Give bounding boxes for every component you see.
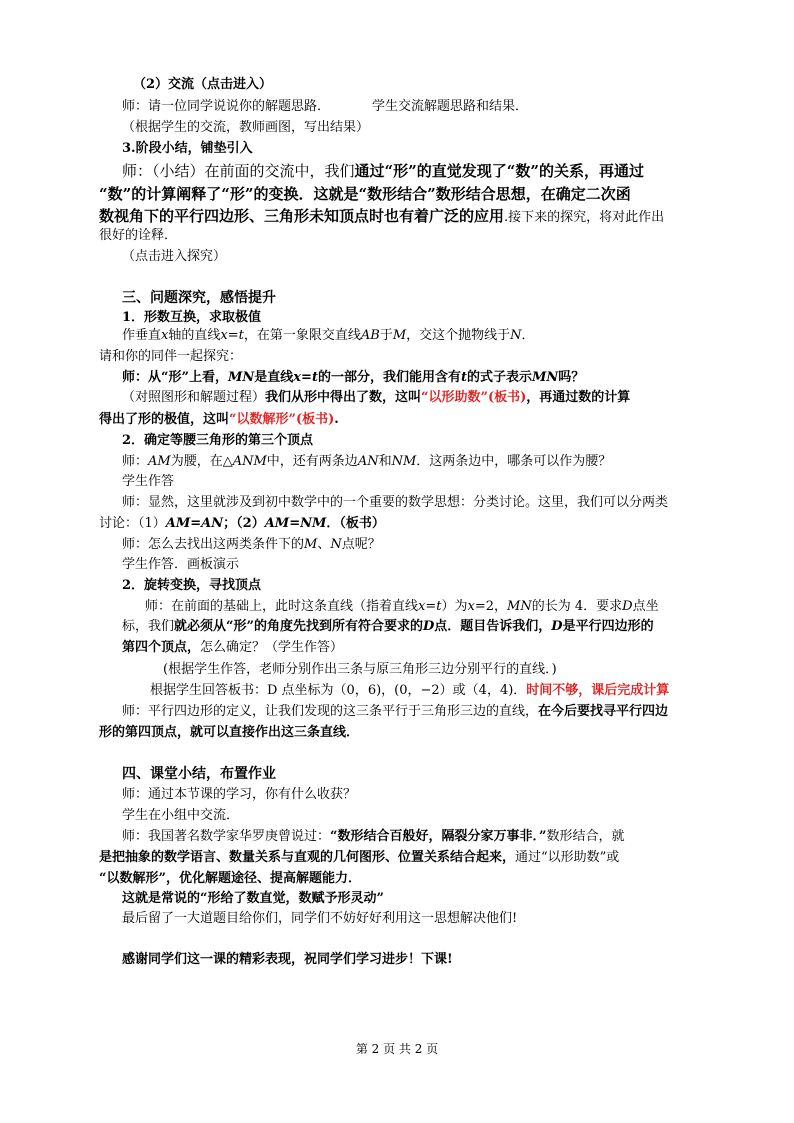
paragraph-line: （对照图形和解题过程）我们从形中得出了数，这叫“以形助数”(板书)，再通过数的计算 — [122, 390, 631, 405]
paragraph-line: 师：从“形”上看，MN是直线x=t的一部分，我们能用含有t的式子表示MN吗？ — [122, 370, 585, 385]
paragraph-line: 标，我们就必须从“形”的角度先找到所有符合要求的D点．题目告诉我们，D是平行四边形的 — [122, 619, 654, 634]
subsection-heading: 2．旋转变换，寻找顶点 — [122, 578, 262, 593]
paragraph-line: 学生交流解题思路和结果． — [372, 99, 529, 114]
subsection-exchange: （2）交流（点击进入） — [133, 77, 273, 92]
subsection-heading: 2．确定等腰三角形的第三个顶点 — [122, 433, 314, 448]
paragraph-line: 学生作答．画板演示 — [122, 557, 240, 572]
paragraph-line: （根据学生的交流，教师画图，写出结果） — [122, 120, 370, 135]
section-heading-3: 三、问题深究，感悟提升 — [122, 290, 276, 306]
paragraph-line: 师：请一位同学说说你的解题思路． — [122, 99, 331, 114]
subsection-heading: 1．形数互换，求取极值 — [122, 310, 262, 325]
paragraph-line: 第四个顶点，怎么确定？（学生作答） — [122, 640, 344, 655]
paragraph-line: 师：显然，这里就涉及到初中数学中的一个重要的数学思想：分类讨论。这里，我们可以分两类 — [122, 495, 669, 510]
paragraph-line: 数视角下的平行四边形、三角形未知顶点时也有着广泛的应用.接下来的探究，将对此作出 — [99, 207, 665, 225]
section-heading-4: 四、课堂小结，布置作业 — [122, 766, 276, 782]
paragraph-line: 师：我国著名数学家华罗庚曾说过：“数形结合百般好，隔裂分家万事非．”数形结合，就 — [122, 829, 625, 844]
paragraph-line: (根据学生作答，老师分别作出三条与原三角形三边分别平行的直线．) — [163, 662, 557, 677]
paragraph-line: 师：（小结）在前面的交流中，我们通过“形”的直觉发现了“数”的关系，再通过 — [122, 162, 645, 180]
paragraph-line: “以数解形”，优化解题途径、提高解题能力． — [99, 871, 361, 886]
paragraph-line: 学生作答 — [122, 474, 175, 489]
paragraph-line: 最后留了一大道题目给你们，同学们不妨好好利用这一思想解决他们! — [122, 911, 518, 926]
paragraph-line: 学生在小组中交流． — [122, 808, 240, 823]
paragraph-line: 讨论：（1）AM=AN；（2）AM=NM．（板书） — [99, 516, 385, 531]
paragraph-line: 这就是常说的“形给了数直觉，数赋予形灵动” — [122, 891, 384, 906]
paragraph-line: 得出了形的极值，这叫“以数解形”(板书). — [99, 412, 339, 427]
page-footer: 第 2 页 共 2 页 — [355, 1042, 439, 1056]
paragraph-line: 师：通过本节课的学习，你有什么收获？ — [122, 787, 357, 802]
paragraph-line: 很好的诠释． — [99, 228, 178, 243]
paragraph-line: “数”的计算阐释了“形”的变换．这就是“数形结合”数形结合思想，在确定二次函 — [99, 185, 631, 203]
paragraph-line: 形的第四顶点，就可以直接作出这三条直线． — [99, 725, 360, 740]
paragraph-line: 师：平行四边形的定义，让我们发现的这三条平行于三角形三边的直线，在今后要找寻平行四边 — [122, 704, 669, 719]
closing-line: 感谢同学们这一课的精彩表现，祝同学们学习进步！下课! — [122, 952, 453, 967]
subsection-heading: 3.阶段小结，铺垫引入 — [122, 141, 253, 156]
paragraph-line: 根据学生回答板书：D 点坐标为（0，6)，(0，−2）或（4，4)．时间不够，课后完成计算 — [150, 683, 670, 698]
paragraph-line: 师：在前面的基础上，此时这条直线（指着直线x=t）为x=2，MN的长为 4．要求D点坐 — [145, 599, 659, 614]
paragraph-line: （点击进入探究） — [122, 249, 227, 264]
paragraph-line: 师：AM为腰，在△ANM中，还有两条边AN和NM．这两条边中，哪条可以作为腰？ — [122, 454, 612, 469]
paragraph-line: 是把抽象的数学语言、数量关系与直观的几何图形、位置关系结合起来，通过“以形助数”或 — [99, 850, 620, 865]
paragraph-line: 请和你的同伴一起探究： — [99, 349, 243, 364]
paragraph-line: 师：怎么去找出这两类条件下的M、N点呢？ — [122, 537, 381, 552]
paragraph-line: 作垂直x轴的直线x=t，在第一象限交直线AB于M，交这个抛物线于N． — [122, 328, 535, 343]
